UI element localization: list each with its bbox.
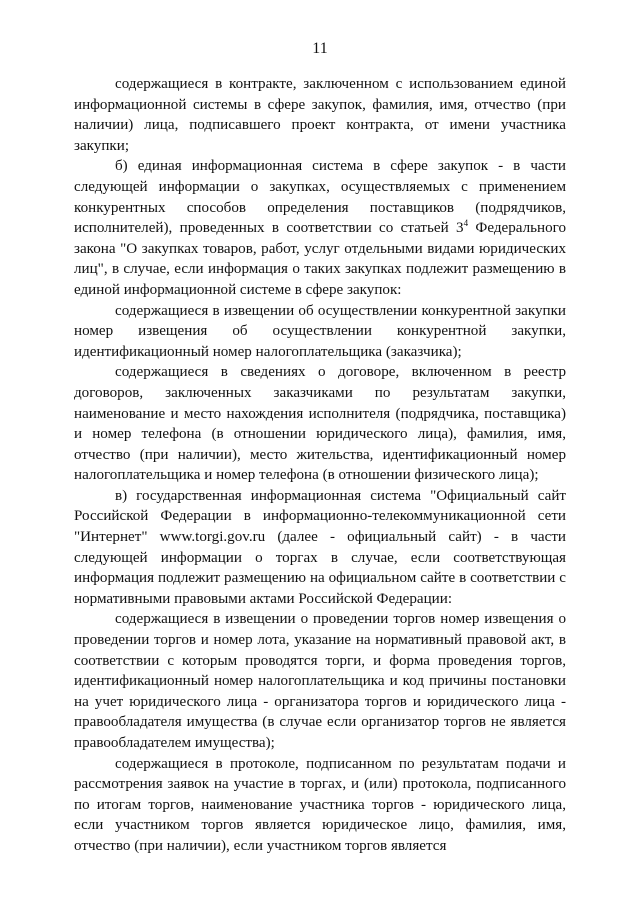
page-number: 11: [312, 40, 328, 57]
paragraph-item-b: [74, 156, 566, 300]
paragraph-text: б) единая информационная система в сфере закупок - в части следующей информации о закупках, осуществляемых с применением конкурентных способов определения поставщиков (подрядчиков, исполнителей), проведенных в соответствии со статьей 3: [74, 158, 566, 237]
document-body: [74, 74, 566, 857]
paragraph: содержащиеся в контракте, заключенном с использованием единой информационной системы в сфере закупок, фамилия, имя, отчество (при наличии) лица, подписавшего проект контракта, от имени участника закупки;: [74, 76, 566, 154]
paragraph: содержащиеся в извещении об осуществлении конкурентной закупки номер извещения об осуществлении конкурентной закупки, идентификационный номер налогоплательщика (заказчика);: [74, 302, 566, 360]
paragraph: содержащиеся в извещении о проведении торгов номер извещения о проведении торгов и номер лота, указание на нормативный правовой акт, в соответствии с которым проводятся торги, и форма проведения торгов, идентификационный номер налогоплательщика и код причины постановки на учет юридического лица - организатора торгов и юридического лица - правообладателя имущества (в случае если организатор торгов не является правообладателем имущества);: [74, 611, 566, 751]
paragraph-text: Федерального закона "О закупках товаров, работ, услуг отдельными видами юридических лиц", в случае, если информация о таких закупках подлежит размещению в единой информационной системе в сфере закупок:: [74, 220, 566, 298]
paragraph: содержащиеся в сведениях о договоре, включенном в реестр договоров, заключенных заказчиками по результатам закупки, наименование и место нахождения исполнителя (подрядчика, поставщика) и номер телефона (в отношении юридического лица), фамилия, имя, отчество (при наличии), место жительства, идентификационный номер налогоплательщика и номер телефона (в отношении физического лица);: [74, 364, 566, 484]
superscript: 4: [463, 218, 469, 229]
paragraph: содержащиеся в протоколе, подписанном по результатам подачи и рассмотрения заявок на участие в торгах, и (или) протокола, подписанного по итогам торгов, наименование участника торгов - юридического лица, если участником торгов является юридическое лицо, фамилия, имя, отчество (при наличии), если участником торгов является: [74, 755, 566, 854]
paragraph-item-v: в) государственная информационная система "Официальный сайт Российской Федерации в информационно-телекоммуникационной сети "Интернет" www.torgi.gov.ru (далее - официальный сайт) - в части следующей информации о торгах в случае, если соответствующая информация подлежит размещению на официальном сайте в соответствии с нормативными правовыми актами Российской Федерации:: [74, 487, 566, 607]
